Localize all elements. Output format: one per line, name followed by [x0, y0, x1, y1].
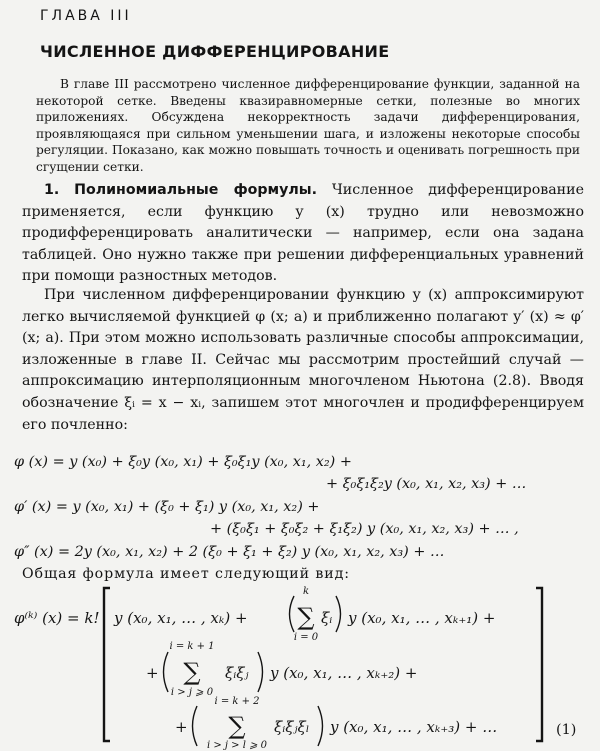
- left-square-bracket: [104, 588, 110, 741]
- sum-1-upper: k: [302, 586, 310, 597]
- sum-right-paren: [336, 596, 341, 632]
- chapter-label: ГЛАВА III: [40, 8, 132, 24]
- formula-term-y-k2: y (x₀, x₁, … , xₖ₊₂) +: [270, 664, 418, 682]
- sum-2-left-paren: [164, 652, 169, 692]
- paragraph-1-text: Численное дифференцирование применяется, если функцию y (x) трудно или невозможно продифференцировать аналитически — например, если она задана таблицей. Оно нужно также при решении дифференциальных уравнений при помощи разностных методов.: [22, 182, 584, 285]
- equation-phi-double-prime: φ″ (x) = 2y (x₀, x₁, x₂) + 2 (ξ₀ + ξ₁ + ξ₂) y (x₀, x₁, x₂, x₃) + …: [14, 544, 445, 560]
- equation-phi-continued: + ξ₀ξ₁ξ₂y (x₀, x₁, x₂, x₃) + …: [326, 476, 527, 492]
- sum-2-upper: i = k + 1: [169, 641, 215, 652]
- sum-3-sigma: ∑: [228, 712, 246, 740]
- line-2-plus: +: [146, 664, 159, 682]
- sum-1-sigma: ∑: [297, 603, 315, 631]
- sum-1-term: ξᵢ: [321, 609, 333, 627]
- section-title: Полиномиальные формулы.: [74, 182, 318, 198]
- formula-term-y-k: y (x₀, x₁, … , xₖ) +: [114, 609, 248, 627]
- general-formula-intro: Общая формула имеет следующий вид:: [22, 566, 350, 582]
- abstract-text: В главе III рассмотрено численное дифференцирование функции, заданной на некоторой сетке. Введены квазиравномерные сетки, полезные во многих приложениях. Обсуждена некорректность задачи дифференцирования, проявляющаяся при сильном уменьшении шага, и изложены некоторые способы регуляции. Показано, как можно повышать точность и оценивать погрешность при сгущении сетки.: [36, 77, 580, 174]
- paragraph-2-text: При численном дифференцировании функцию y (x) аппроксимируют легко вычисляемой функцией φ (x; a) и приближенно полагают y′ (x) ≈ φ′ (x; a). При этом можно использовать различные способы аппроксимации, изложенные в главе II. Сейчас мы рассмотрим простейший случай — аппроксимацию интерполяционным многочленом Ньютона (2.8). Вводя обозначение ξᵢ = x − xᵢ, запишем этот многочлен и продифференцируем его почленно:: [22, 287, 584, 433]
- section-number: 1.: [44, 182, 60, 198]
- sum-2-term: ξᵢξⱼ: [225, 664, 249, 682]
- equation-phi: φ (x) = y (x₀) + ξ₀y (x₀, x₁) + ξ₀ξ₁y (x₀, x₁, x₂) +: [14, 454, 352, 470]
- sum-3-left-paren: [193, 706, 198, 746]
- sum-3-lower: i > j > l ⩾ 0: [206, 740, 268, 751]
- sum-3-upper: i = k + 2: [214, 696, 260, 707]
- sum-2-sigma: ∑: [183, 658, 201, 686]
- sum-1-lower: i = 0: [293, 632, 319, 643]
- sum-2-lower: i > j ⩾ 0: [170, 687, 214, 698]
- formula-term-y-k1: y (x₀, x₁, … , xₖ₊₁) +: [348, 609, 496, 627]
- chapter-title: ЧИСЛЕННОЕ ДИФФЕРЕНЦИРОВАНИЕ: [40, 42, 390, 61]
- section-paragraph-2: [22, 285, 584, 436]
- equation-number: (1): [556, 722, 577, 738]
- sum-3-right-paren: [318, 706, 323, 746]
- section-paragraph-1: [22, 180, 584, 288]
- formula-lhs: φ⁽ᵏ⁾ (x) = k!: [14, 609, 100, 627]
- equation-phi-prime: φ′ (x) = y (x₀, x₁) + (ξ₀ + ξ₁) y (x₀, x₁, x₂) +: [14, 499, 320, 515]
- chapter-abstract: [36, 76, 580, 175]
- sum-2-right-paren: [258, 652, 263, 692]
- equation-phi-prime-continued: + (ξ₀ξ₁ + ξ₀ξ₂ + ξ₁ξ₂) y (x₀, x₁, x₂, x₃) + … ,: [210, 521, 519, 537]
- right-square-bracket: [536, 588, 542, 741]
- sum-3-term: ξᵢξⱼξₗ: [274, 718, 310, 736]
- general-formula: [0, 576, 600, 751]
- formula-term-y-k3: y (x₀, x₁, … , xₖ₊₃) + …: [330, 718, 498, 736]
- sum-left-paren: [290, 596, 295, 632]
- line-3-plus: +: [175, 718, 188, 736]
